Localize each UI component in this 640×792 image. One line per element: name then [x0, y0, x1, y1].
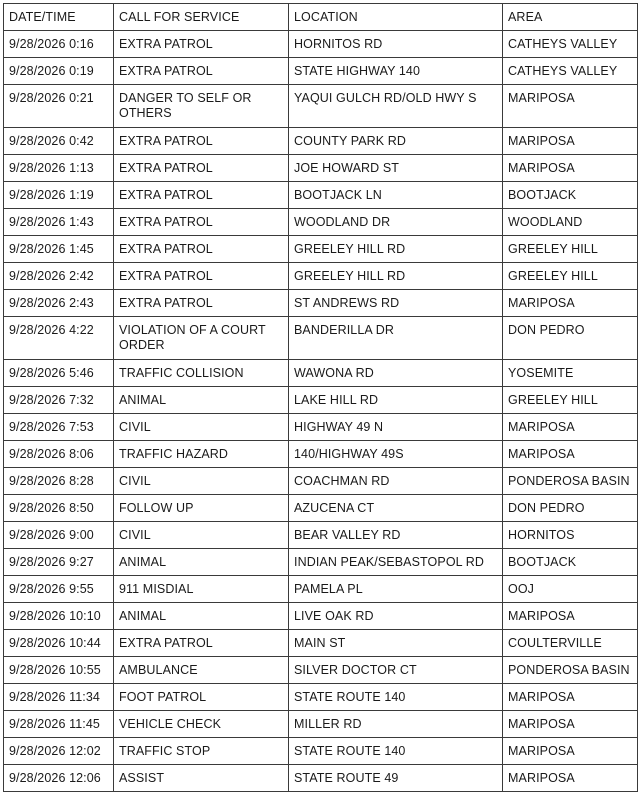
cell-date-time: 9/28/2026 0:21	[4, 85, 114, 128]
cell-location: BANDERILLA DR	[289, 317, 503, 360]
table-row	[4, 387, 638, 414]
cell-date-time: 9/28/2026 9:27	[4, 549, 114, 576]
cell-date-time: 9/28/2026 0:19	[4, 58, 114, 85]
cell-location: 140/HIGHWAY 49S	[289, 441, 503, 468]
cell-call-for-service: ANIMAL	[114, 549, 289, 576]
cell-area: MARIPOSA	[503, 711, 638, 738]
cell-call-for-service: AMBULANCE	[114, 657, 289, 684]
cell-date-time: 9/28/2026 4:22	[4, 317, 114, 360]
cell-date-time: 9/28/2026 1:19	[4, 182, 114, 209]
cell-date-time: 9/28/2026 2:42	[4, 263, 114, 290]
cell-date-time: 9/28/2026 1:13	[4, 155, 114, 182]
table-row	[4, 549, 638, 576]
cell-date-time: 9/28/2026 10:55	[4, 657, 114, 684]
cell-call-for-service: CIVIL	[114, 522, 289, 549]
cell-call-for-service: EXTRA PATROL	[114, 128, 289, 155]
cell-location: SILVER DOCTOR CT	[289, 657, 503, 684]
cell-date-time: 9/28/2026 2:43	[4, 290, 114, 317]
cell-location: COACHMAN RD	[289, 468, 503, 495]
cell-area: MARIPOSA	[503, 290, 638, 317]
table-row	[4, 414, 638, 441]
cell-area: MARIPOSA	[503, 128, 638, 155]
header-date-time: DATE/TIME	[4, 4, 114, 31]
table-row	[4, 630, 638, 657]
table-row	[4, 738, 638, 765]
header-call-for-service: CALL FOR SERVICE	[114, 4, 289, 31]
cell-area: OOJ	[503, 576, 638, 603]
table-row	[4, 182, 638, 209]
cell-date-time: 9/28/2026 12:06	[4, 765, 114, 792]
cell-area: PONDEROSA BASIN	[503, 657, 638, 684]
cell-location: HIGHWAY 49 N	[289, 414, 503, 441]
cell-location: AZUCENA CT	[289, 495, 503, 522]
cell-call-for-service: CIVIL	[114, 468, 289, 495]
cell-location: STATE ROUTE 49	[289, 765, 503, 792]
table-row	[4, 317, 638, 360]
cell-location: MILLER RD	[289, 711, 503, 738]
cell-date-time: 9/28/2026 10:10	[4, 603, 114, 630]
table-body	[4, 31, 638, 792]
table-row	[4, 603, 638, 630]
cell-area: GREELEY HILL	[503, 263, 638, 290]
cell-area: MARIPOSA	[503, 765, 638, 792]
table-row	[4, 576, 638, 603]
table-row	[4, 85, 638, 128]
cell-call-for-service: FOLLOW UP	[114, 495, 289, 522]
cell-location: YAQUI GULCH RD/OLD HWY S	[289, 85, 503, 128]
cell-call-for-service: EXTRA PATROL	[114, 58, 289, 85]
cell-area: CATHEYS VALLEY	[503, 31, 638, 58]
cell-location: MAIN ST	[289, 630, 503, 657]
cell-call-for-service: DANGER TO SELF OR OTHERS	[114, 85, 289, 128]
cell-call-for-service: CIVIL	[114, 414, 289, 441]
cell-call-for-service: EXTRA PATROL	[114, 31, 289, 58]
cell-call-for-service: ASSIST	[114, 765, 289, 792]
table-row	[4, 765, 638, 792]
call-log-table	[3, 3, 638, 792]
cell-date-time: 9/28/2026 12:02	[4, 738, 114, 765]
header-area: AREA	[503, 4, 638, 31]
cell-area: YOSEMITE	[503, 360, 638, 387]
cell-area: MARIPOSA	[503, 684, 638, 711]
cell-location: COUNTY PARK RD	[289, 128, 503, 155]
cell-call-for-service: TRAFFIC COLLISION	[114, 360, 289, 387]
cell-area: DON PEDRO	[503, 495, 638, 522]
cell-area: MARIPOSA	[503, 85, 638, 128]
cell-date-time: 9/28/2026 0:42	[4, 128, 114, 155]
cell-date-time: 9/28/2026 1:45	[4, 236, 114, 263]
cell-area: HORNITOS	[503, 522, 638, 549]
table-header-row	[4, 4, 638, 31]
table-row	[4, 441, 638, 468]
cell-location: STATE ROUTE 140	[289, 738, 503, 765]
cell-area: BOOTJACK	[503, 549, 638, 576]
cell-call-for-service: EXTRA PATROL	[114, 155, 289, 182]
cell-call-for-service: 911 MISDIAL	[114, 576, 289, 603]
cell-location: BEAR VALLEY RD	[289, 522, 503, 549]
table-row	[4, 31, 638, 58]
cell-area: MARIPOSA	[503, 603, 638, 630]
cell-location: INDIAN PEAK/SEBASTOPOL RD	[289, 549, 503, 576]
cell-date-time: 9/28/2026 1:43	[4, 209, 114, 236]
cell-area: MARIPOSA	[503, 738, 638, 765]
cell-area: DON PEDRO	[503, 317, 638, 360]
cell-area: COULTERVILLE	[503, 630, 638, 657]
table-row	[4, 468, 638, 495]
table-row	[4, 711, 638, 738]
cell-area: BOOTJACK	[503, 182, 638, 209]
table-row	[4, 290, 638, 317]
cell-date-time: 9/28/2026 8:50	[4, 495, 114, 522]
cell-location: JOE HOWARD ST	[289, 155, 503, 182]
cell-date-time: 9/28/2026 9:00	[4, 522, 114, 549]
cell-location: STATE ROUTE 140	[289, 684, 503, 711]
cell-call-for-service: EXTRA PATROL	[114, 182, 289, 209]
cell-date-time: 9/28/2026 7:53	[4, 414, 114, 441]
cell-call-for-service: VIOLATION OF A COURT ORDER	[114, 317, 289, 360]
cell-location: HORNITOS RD	[289, 31, 503, 58]
cell-call-for-service: EXTRA PATROL	[114, 236, 289, 263]
cell-date-time: 9/28/2026 9:55	[4, 576, 114, 603]
cell-area: PONDEROSA BASIN	[503, 468, 638, 495]
cell-area: MARIPOSA	[503, 155, 638, 182]
cell-call-for-service: TRAFFIC HAZARD	[114, 441, 289, 468]
table-row	[4, 128, 638, 155]
cell-call-for-service: ANIMAL	[114, 387, 289, 414]
cell-area: WOODLAND	[503, 209, 638, 236]
cell-area: MARIPOSA	[503, 441, 638, 468]
cell-area: MARIPOSA	[503, 414, 638, 441]
cell-call-for-service: EXTRA PATROL	[114, 630, 289, 657]
table-row	[4, 236, 638, 263]
cell-date-time: 9/28/2026 0:16	[4, 31, 114, 58]
table-row	[4, 684, 638, 711]
cell-date-time: 9/28/2026 11:34	[4, 684, 114, 711]
cell-area: CATHEYS VALLEY	[503, 58, 638, 85]
cell-location: ST ANDREWS RD	[289, 290, 503, 317]
cell-date-time: 9/28/2026 7:32	[4, 387, 114, 414]
table-row	[4, 657, 638, 684]
header-location: LOCATION	[289, 4, 503, 31]
cell-location: GREELEY HILL RD	[289, 236, 503, 263]
cell-call-for-service: EXTRA PATROL	[114, 290, 289, 317]
table-row	[4, 522, 638, 549]
cell-date-time: 9/28/2026 8:06	[4, 441, 114, 468]
cell-date-time: 9/28/2026 11:45	[4, 711, 114, 738]
cell-location: LIVE OAK RD	[289, 603, 503, 630]
cell-location: WAWONA RD	[289, 360, 503, 387]
cell-call-for-service: FOOT PATROL	[114, 684, 289, 711]
cell-location: WOODLAND DR	[289, 209, 503, 236]
table-row	[4, 155, 638, 182]
cell-call-for-service: EXTRA PATROL	[114, 263, 289, 290]
table-row	[4, 495, 638, 522]
cell-location: BOOTJACK LN	[289, 182, 503, 209]
cell-location: PAMELA PL	[289, 576, 503, 603]
cell-call-for-service: TRAFFIC STOP	[114, 738, 289, 765]
cell-location: STATE HIGHWAY 140	[289, 58, 503, 85]
table-row	[4, 58, 638, 85]
cell-area: GREELEY HILL	[503, 387, 638, 414]
table-row	[4, 209, 638, 236]
cell-location: GREELEY HILL RD	[289, 263, 503, 290]
cell-date-time: 9/28/2026 10:44	[4, 630, 114, 657]
cell-location: LAKE HILL RD	[289, 387, 503, 414]
cell-call-for-service: EXTRA PATROL	[114, 209, 289, 236]
cell-date-time: 9/28/2026 8:28	[4, 468, 114, 495]
table-row	[4, 360, 638, 387]
table-row	[4, 263, 638, 290]
cell-call-for-service: VEHICLE CHECK	[114, 711, 289, 738]
cell-area: GREELEY HILL	[503, 236, 638, 263]
cell-call-for-service: ANIMAL	[114, 603, 289, 630]
cell-date-time: 9/28/2026 5:46	[4, 360, 114, 387]
